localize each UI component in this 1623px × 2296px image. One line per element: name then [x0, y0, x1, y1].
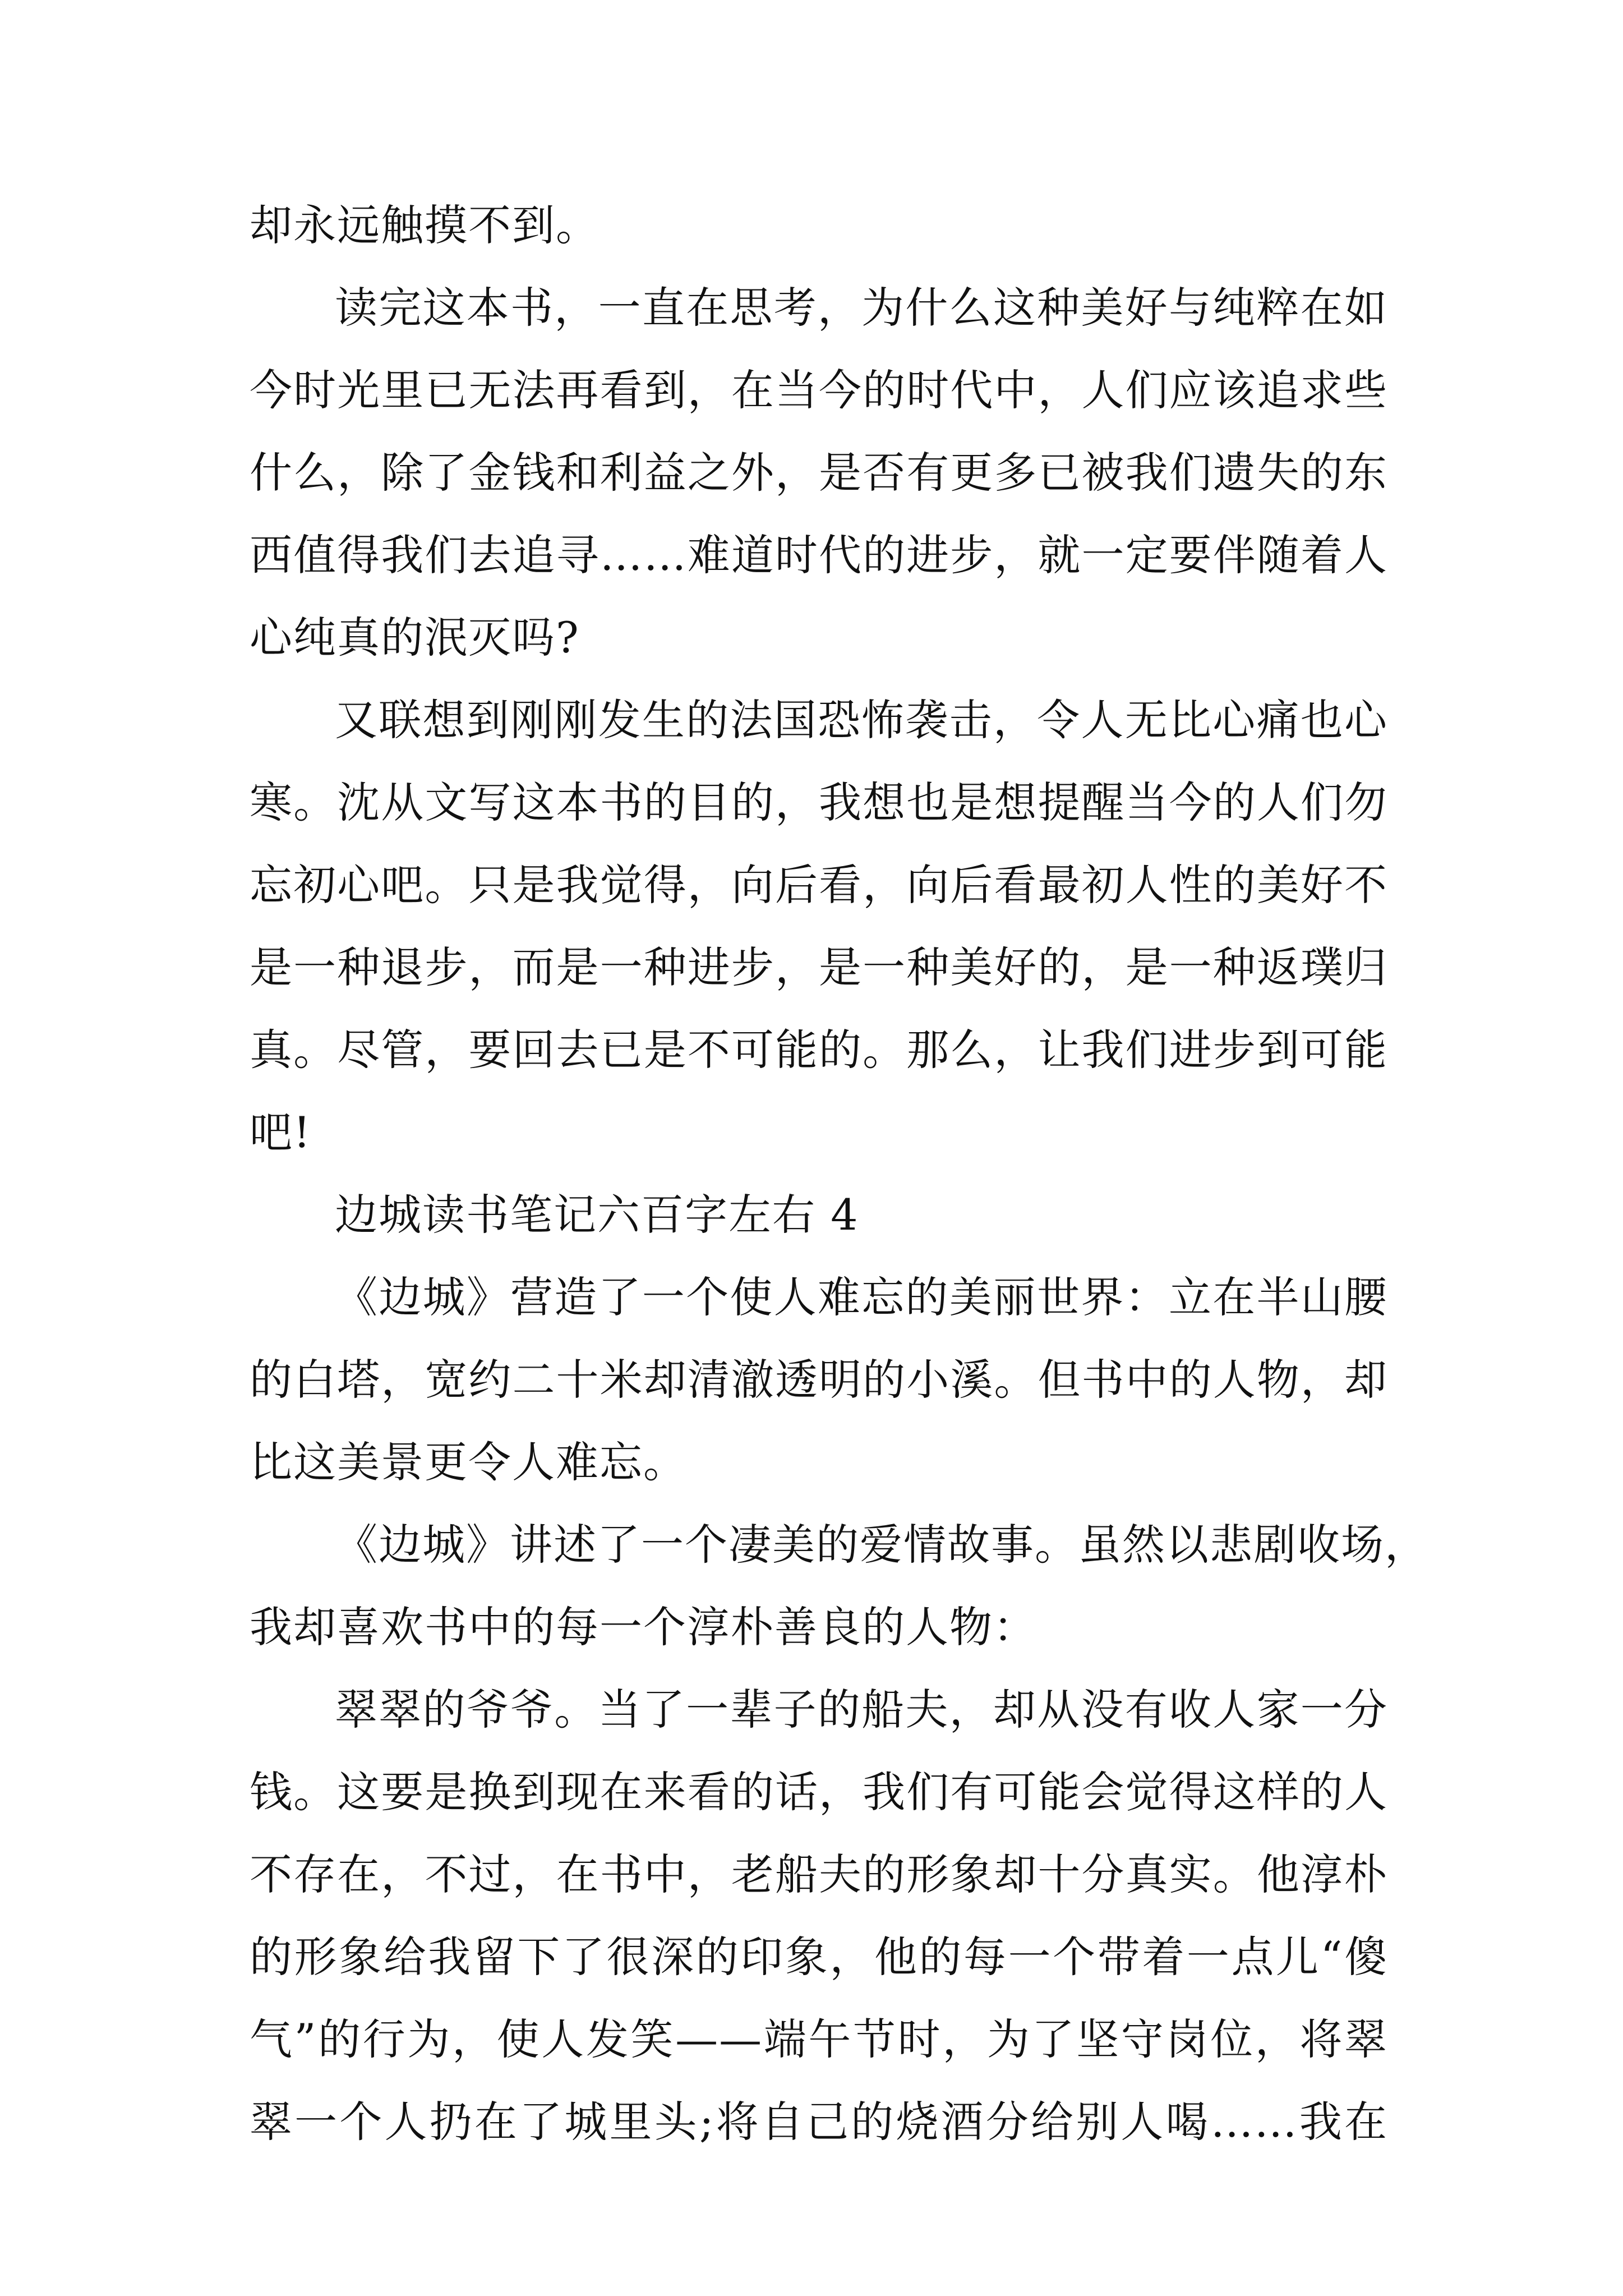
- text-line: 《边城》营造了一个使人难忘的美丽世界：立在半山腰: [335, 1272, 1388, 1322]
- text-line: 钱。这要是换到现在来看的话，我们有可能会觉得这样的人: [250, 1767, 1388, 1817]
- text-line: 西值得我们去追寻……难道时代的进步，就一定要伴随着人: [250, 530, 1388, 580]
- text-line: 忘初心吧。只是我觉得，向后看，向后看最初人性的美好不: [250, 860, 1388, 910]
- text-line: 读完这本书，一直在思考，为什么这种美好与纯粹在如: [335, 283, 1388, 333]
- text-line: 的白塔，宽约二十米却清澈透明的小溪。但书中的人物，却: [250, 1355, 1388, 1405]
- text-line: 今时光里已无法再看到，在当今的时代中，人们应该追求些: [250, 365, 1388, 415]
- text-line: 什么，除了金钱和利益之外，是否有更多已被我们遗失的东: [250, 448, 1388, 498]
- text-line: 吧!: [250, 1107, 312, 1157]
- text-line: 真。尽管，要回去已是不可能的。那么，让我们进步到可能: [250, 1025, 1388, 1075]
- paragraph-association: [250, 679, 1388, 1174]
- paragraph-reflection: [250, 266, 1388, 679]
- text-line: 却永远触摸不到。: [250, 200, 600, 250]
- paragraph-continuation: [250, 184, 1388, 266]
- text-line: 比这美景更令人难忘。: [250, 1437, 687, 1487]
- text-line: 翠一个人扔在了城里头;将自己的烧酒分给别人喝……我在: [250, 2097, 1388, 2147]
- text-line: 的形象给我留下了很深的印象，他的每一个带着一点儿“傻: [250, 1932, 1388, 1982]
- section-heading: [250, 1174, 1388, 1256]
- text-line: 是一种退步，而是一种进步，是一种美好的，是一种返璞归: [250, 942, 1388, 992]
- document-body: [250, 184, 1428, 2163]
- text-line: 寒。沈从文写这本书的目的，我想也是想提醒当今的人们勿: [250, 777, 1388, 827]
- text-line: 心纯真的泯灭吗?: [250, 613, 580, 662]
- text-line: 不存在，不过，在书中，老船夫的形象却十分真实。他淳朴: [250, 1849, 1388, 1899]
- text-line: 我却喜欢书中的每一个淳朴善良的人物：: [250, 1602, 1037, 1652]
- text-line: 又联想到刚刚发生的法国恐怖袭击，令人无比心痛也心: [335, 695, 1388, 745]
- text-line: 气”的行为，使人发笑——端午节时，为了坚守岗位，将翠: [250, 2014, 1388, 2064]
- text-line: 翠翠的爷爷。当了一辈子的船夫，却从没有收人家一分: [335, 1685, 1388, 1734]
- text-line: 《边城》讲述了一个凄美的爱情故事。虽然以悲剧收场，: [335, 1520, 1428, 1570]
- heading-text: 边城读书笔记六百字左右 4: [335, 1190, 859, 1240]
- paragraph-world: [250, 1256, 1388, 1503]
- paragraph-story: [250, 1503, 1428, 1668]
- paragraph-grandfather: [250, 1668, 1388, 2163]
